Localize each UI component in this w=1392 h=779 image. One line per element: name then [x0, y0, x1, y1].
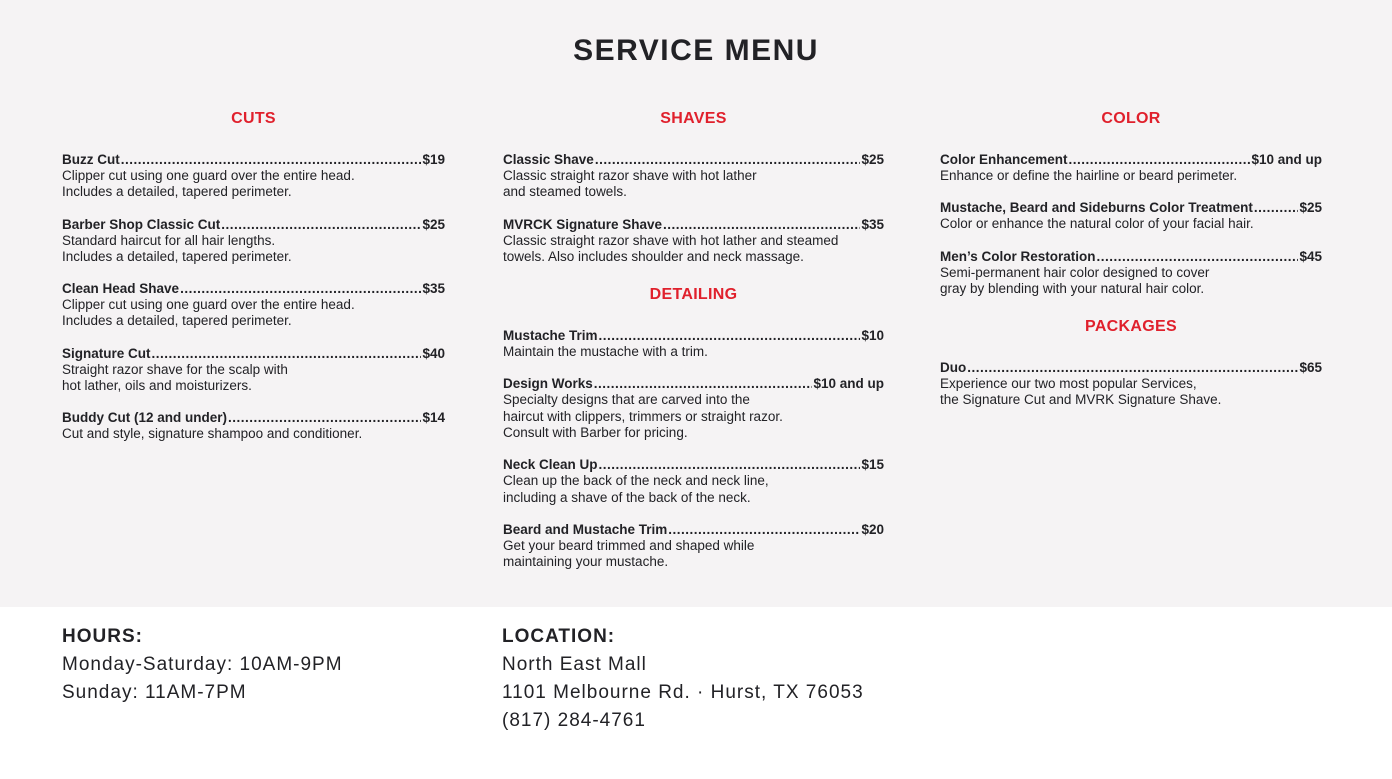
item-price: $14 [422, 410, 445, 426]
item-title-line [62, 346, 445, 362]
item-price: $45 [1299, 248, 1322, 264]
item-name: Clean Head Shave [62, 281, 180, 297]
dot-leader [180, 281, 421, 297]
item-description: Clipper cut using one guard over the entire head. Includes a detailed, tapered perimeter. [62, 297, 355, 329]
menu-item [62, 217, 445, 266]
menu-section-packages [940, 317, 1322, 409]
hours-line: Sunday: 11AM-7PM [62, 682, 247, 703]
menu-column-3 [940, 109, 1322, 429]
hours-block [62, 623, 343, 707]
item-price: $35 [422, 281, 445, 297]
dot-leader [221, 217, 421, 233]
item-name: Classic Shave [503, 152, 594, 167]
section-heading: PACKAGES [1085, 318, 1177, 336]
hours-heading: HOURS: [62, 626, 143, 647]
item-description: Maintain the mustache with a trim. [503, 344, 708, 360]
menu-item [62, 152, 445, 201]
dot-leader [668, 522, 860, 538]
item-name: Beard and Mustache Trim [503, 521, 668, 537]
menu-section-shaves [503, 109, 884, 265]
item-name: Design Works [503, 376, 593, 392]
item-title-line [940, 200, 1322, 216]
dot-leader [599, 457, 861, 473]
item-title-line [503, 376, 884, 392]
item-price: $25 [1299, 200, 1322, 216]
item-price: $25 [422, 216, 445, 232]
menu-item [62, 410, 445, 442]
item-title-line [62, 217, 445, 233]
item-description: Enhance or define the hairline or beard perimeter. [940, 168, 1238, 183]
item-name: Duo [940, 360, 967, 376]
item-price: $20 [861, 521, 884, 537]
item-title-line [62, 410, 445, 426]
dot-leader [121, 152, 422, 168]
menu-item [940, 360, 1322, 409]
item-title-line [503, 457, 884, 473]
item-description: Clean up the back of the neck and neck line, including a shave of the back of the neck. [503, 473, 769, 505]
location-heading: LOCATION: [502, 626, 616, 647]
item-name: Color Enhancement [940, 152, 1068, 167]
menu-item [940, 152, 1322, 184]
item-description: Semi-permanent hair color designed to cover gray by blending with your natural hair color. [940, 264, 1210, 296]
location-venue: North East Mall [502, 654, 647, 675]
hours-line: Monday-Saturday: 10AM-9PM [62, 654, 343, 675]
item-name: Men’s Color Restoration [940, 248, 1096, 264]
location-phone[interactable]: (817) 284-4761 [502, 710, 646, 731]
info-footer [0, 607, 1392, 779]
menu-item [940, 249, 1322, 298]
menu-item [503, 152, 884, 201]
menu-item [503, 376, 884, 441]
item-description: Clipper cut using one guard over the entire head. Includes a detailed, tapered perimeter. [62, 168, 355, 200]
menu-column-1 [62, 109, 445, 463]
item-description: Experience our two most popular Services, the Signature Cut and MVRK Signature Shave. [940, 376, 1222, 408]
dot-leader [152, 346, 422, 362]
dot-leader [1254, 200, 1299, 216]
item-description: Standard haircut for all hair lengths. Includes a detailed, tapered perimeter. [62, 232, 292, 264]
section-heading: DETAILING [649, 286, 738, 304]
item-description: Cut and style, signature shampoo and conditioner. [62, 426, 363, 442]
item-title-line [503, 328, 884, 344]
item-price: $25 [861, 152, 884, 167]
menu-section-color [940, 109, 1322, 297]
item-price: $65 [1299, 360, 1322, 376]
item-description: Classic straight razor shave with hot lather and steamed towels. Also includes shoulder and neck massage. [503, 232, 839, 264]
menu-item [503, 217, 884, 266]
menu-section-cuts [62, 109, 445, 443]
item-name: Mustache, Beard and Sideburns Color Treatment [940, 200, 1253, 216]
menu-item [503, 457, 884, 506]
menu-item [940, 200, 1322, 232]
item-name: Mustache Trim [503, 328, 598, 344]
menu-item [503, 328, 884, 360]
item-name: Buzz Cut [62, 152, 120, 167]
item-title-line [503, 152, 884, 168]
item-price: $10 and up [1251, 152, 1322, 167]
menu-item [62, 281, 445, 330]
item-name: Signature Cut [62, 345, 151, 361]
section-heading: CUTS [231, 110, 276, 127]
item-price: $35 [861, 216, 884, 232]
menu-section-detailing [503, 285, 884, 570]
item-title-line [503, 217, 884, 233]
item-title-line [62, 152, 445, 168]
item-price: $10 [861, 328, 884, 344]
dot-leader [663, 217, 860, 233]
dot-leader [1097, 249, 1299, 265]
dot-leader [1069, 152, 1251, 168]
item-price: $15 [861, 457, 884, 473]
item-name: Barber Shop Classic Cut [62, 216, 221, 232]
menu-column-2 [503, 109, 884, 591]
section-heading: COLOR [1101, 110, 1161, 127]
item-description: Classic straight razor shave with hot lather and steamed towels. [503, 168, 757, 200]
menu-item [62, 346, 445, 395]
dot-leader [228, 410, 421, 426]
dot-leader [967, 360, 1298, 376]
item-title-line [940, 360, 1322, 376]
item-description: Specialty designs that are carved into the haircut with clippers, trimmers or straight razor. Consult with Barber for pricing. [503, 392, 783, 441]
item-description: Straight razor shave for the scalp with hot lather, oils and moisturizers. [62, 361, 288, 394]
item-name: Neck Clean Up [503, 457, 598, 473]
item-description: Get your beard trimmed and shaped while maintaining your mustache. [503, 537, 755, 570]
item-title-line [62, 281, 445, 297]
item-title-line [940, 152, 1322, 168]
location-address: 1101 Melbourne Rd. · Hurst, TX 76053 [502, 682, 864, 703]
location-block [502, 623, 864, 735]
item-title-line [503, 522, 884, 538]
item-name: Buddy Cut (12 and under) [62, 410, 227, 426]
page-title: SERVICE MENU [573, 34, 819, 67]
dot-leader [599, 328, 861, 344]
item-price: $10 and up [813, 376, 884, 392]
item-price: $40 [422, 345, 445, 361]
dot-leader [594, 376, 813, 392]
dot-leader [595, 152, 861, 168]
item-title-line [940, 249, 1322, 265]
item-description: Color or enhance the natural color of your facial hair. [940, 216, 1254, 232]
item-price: $19 [422, 152, 445, 167]
section-heading: SHAVES [660, 110, 727, 127]
item-name: MVRCK Signature Shave [503, 216, 663, 232]
menu-item [503, 522, 884, 571]
